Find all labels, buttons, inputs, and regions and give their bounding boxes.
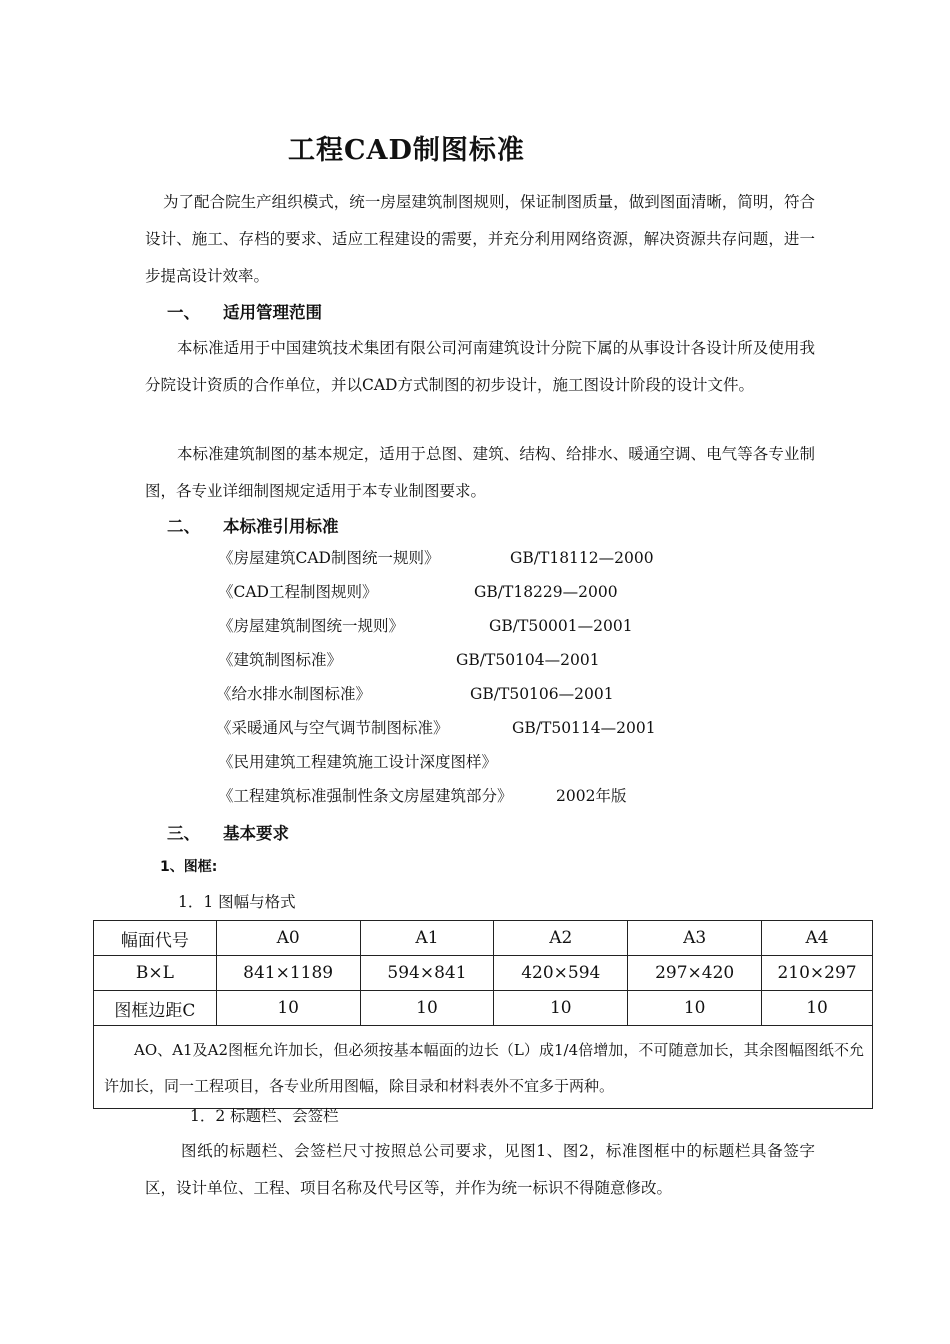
reference-name: 《民用建筑工程建筑施工设计深度图样》 [218,753,498,771]
table-header-cell: A2 [494,921,628,956]
table-cell: 420×594 [494,956,628,991]
section-1-number: 一、 [167,303,200,322]
reference-code: GB/T50104—2001 [456,651,600,669]
scope-paragraph-2: 本标准建筑制图的基本规定，适用于总图、建筑、结构、给排水、暖通空调、电气等各专业制图，各专业详细制图规定适用于本专业制图要求。 [145,445,815,500]
reference-name: 《建筑制图标准》 [218,651,343,669]
table-cell: 297×420 [628,956,762,991]
table-header-cell: A3 [628,921,762,956]
table-cell: 841×1189 [216,956,360,991]
title-block-paragraph: 图纸的标题栏、会签栏尺寸按照总公司要求，见图1、图2，标准图框中的标题栏具备签字区，设计单位、工程、项目名称及代号区等，并作为统一标识不得随意修改。 [145,1142,815,1197]
table-note: AO、A1及A2图框允许加长，但必须按基本幅面的边长（L）成1/4倍增加，不可随意加长，其余图幅图纸不允许加长，同一工程项目，各专业所用图幅，除目录和材料表外不宜多于两种。 [94,1026,873,1109]
table-cell: 210×297 [762,956,873,991]
reference-name: 《房屋建筑制图统一规则》 [218,617,405,635]
section-1-title: 适用管理范围 [223,303,322,322]
table-cell: 10 [494,991,628,1026]
reference-code: GB/T18112—2000 [510,549,654,567]
reference-name: 《给水排水制图标准》 [216,685,372,703]
table-header-cell: A0 [216,921,360,956]
table-row [94,1026,873,1109]
table-row [94,991,873,1026]
reference-code: GB/T50114—2001 [512,719,656,737]
table-cell: 图框边距C [94,991,217,1026]
table-header-cell: A4 [762,921,873,956]
table-cell: 10 [762,991,873,1026]
reference-code: GB/T50106—2001 [470,685,614,703]
section-2-heading [167,513,339,537]
subsection-frame-heading: 1、图框: [160,859,218,875]
reference-code: GB/T18229—2000 [474,583,618,601]
section-2-title: 本标准引用标准 [223,517,339,536]
table-cell: 10 [360,991,494,1026]
table-header-cell: A1 [360,921,494,956]
section-1-heading [167,299,322,323]
table-header-cell: 幅面代号 [94,921,217,956]
document-title: 工程CAD制图标准 [288,135,525,166]
reference-name: 《CAD工程制图规则》 [218,583,378,601]
reference-name: 《工程建筑标准强制性条文房屋建筑部分》 [218,787,513,805]
reference-name: 《采暖通风与空气调节制图标准》 [216,719,449,737]
section-3-number: 三、 [167,824,200,843]
table-cell: 10 [628,991,762,1026]
section-2-number: 二、 [167,517,200,536]
reference-code: GB/T50001—2001 [489,617,633,635]
table-cell: 594×841 [360,956,494,991]
reference-name: 《房屋建筑CAD制图统一规则》 [218,549,440,567]
paper-format-table [93,920,873,1109]
table-row [94,956,873,991]
table-row [94,921,873,956]
table-cell: B×L [94,956,217,991]
section-3-title: 基本要求 [223,824,289,843]
section-3-heading [167,820,289,844]
subsection-format-heading: 1．1 图幅与格式 [178,893,296,911]
table-cell: 10 [216,991,360,1026]
scope-paragraph-1: 本标准适用于中国建筑技术集团有限公司河南建筑设计分院下属的从事设计各设计所及使用我分院设计资质的合作单位，并以CAD方式制图的初步设计，施工图设计阶段的设计文件。 [145,339,815,394]
reference-code: 2002年版 [556,787,627,805]
intro-paragraph: 为了配合院生产组织模式，统一房屋建筑制图规则，保证制图质量，做到图面清晰，简明，符合设计、施工、存档的要求、适应工程建设的需要，并充分利用网络资源，解决资源共存问题，进一步提高设计效率。 [145,193,815,285]
subsection-title-block-heading: 1．2 标题栏、会签栏 [190,1107,339,1125]
